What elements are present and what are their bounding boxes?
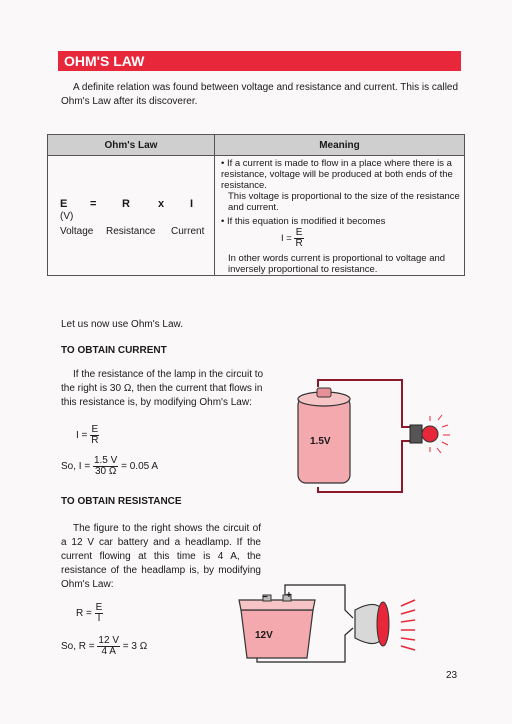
equation-equals: = [90, 198, 97, 210]
use-law-line: Let us now use Ohm's Law. [61, 319, 183, 330]
resistance-calculation [61, 636, 147, 657]
volt-unit: (V) [60, 211, 74, 222]
equation-e: E [60, 198, 68, 210]
battery-label-1-5v: 1.5V [310, 436, 331, 447]
table-header-ohms-law: Ohm's Law [48, 135, 215, 156]
headlamp-light-rays [401, 600, 415, 650]
formula-fraction [294, 228, 303, 249]
page-number: 23 [446, 670, 458, 681]
current-calc-fraction [93, 456, 118, 477]
meaning-line-2: This voltage is proportional to the size of the resistance and current. [228, 191, 460, 213]
resistance-formula-fraction [95, 603, 104, 624]
resistance-formula [76, 603, 103, 624]
current-calc-result: = 0.05 A [121, 461, 159, 473]
car-battery-lid [239, 600, 315, 610]
plus-terminal-label: + [286, 590, 292, 601]
current-formula [76, 425, 99, 446]
current-calculation [61, 456, 158, 477]
formula-denominator: R [295, 238, 303, 249]
resistance-formula-num: E [95, 602, 103, 613]
heading-obtain-current: TO OBTAIN CURRENT [61, 345, 167, 356]
resistance-calc-fraction [97, 636, 120, 657]
section-title-banner: OHM'S LAW [58, 51, 461, 71]
meaning-bullet-2: • If this equation is modified it becomes [221, 216, 386, 227]
formula-numerator: E [295, 227, 303, 238]
battery-terminal [317, 388, 331, 397]
heading-obtain-resistance: TO OBTAIN RESISTANCE [61, 496, 182, 507]
intro-text: A definite relation was found between voltage and resistance and current. This is called Ohm's Law after its discoverer. [61, 82, 459, 107]
resistance-calc-result: = 3 Ω [122, 641, 148, 653]
current-calc-lhs: So, I = [61, 461, 91, 473]
current-calc-den: 30 Ω [94, 466, 117, 477]
resistance-formula-lhs: R = [76, 608, 92, 620]
current-formula-fraction [90, 425, 99, 446]
current-paragraph: If the resistance of the lamp in the circuit to the right is 30 Ω, then the current that flows in this resistance is, by modifying Ohm's Law: [61, 369, 264, 408]
table-header-meaning: Meaning [215, 135, 465, 156]
name-voltage: Voltage [60, 226, 94, 237]
resistance-calc-lhs: So, R = [61, 641, 95, 653]
name-current: Current [171, 226, 205, 237]
equation-r: R [122, 198, 130, 210]
minus-terminal-label: − [262, 592, 268, 603]
battery-label-12v: 12V [255, 630, 273, 641]
formula-lhs: I = [281, 233, 292, 245]
meaning-formula [281, 228, 460, 249]
equation-i: I [190, 198, 194, 210]
resistance-paragraph: The figure to the right shows the circuit of a 12 V car battery and a headlamp. If the current flowing at this time is 4 A, the resistance of the headlamp is, by modifying Ohm's Law: [61, 523, 261, 590]
meaning-bullet-1: • If a current is made to flow in a place where there is a resistance, voltage will be produced at both ends of the resistance. [221, 158, 453, 191]
lamp-circuit-illustration [290, 375, 455, 495]
current-formula-num: E [91, 424, 99, 435]
lamp-socket [410, 425, 422, 443]
meaning-cell [215, 156, 465, 276]
headlamp-lens [377, 602, 389, 646]
resistance-formula-den: I [97, 613, 101, 624]
current-formula-den: R [91, 435, 99, 446]
car-battery [241, 610, 313, 658]
ohms-law-table [47, 134, 465, 276]
current-calc-num: 1.5 V [93, 455, 118, 466]
meaning-line-3: In other words current is proportional to voltage and inversely proportional to resistance. [228, 253, 446, 275]
name-resistance: Resistance [106, 226, 156, 237]
lamp-bulb [422, 426, 438, 442]
resistance-calc-num: 12 V [98, 635, 119, 646]
resistance-calc-den: 4 A [101, 646, 116, 657]
intro-paragraph [61, 81, 461, 109]
current-formula-lhs: I = [76, 430, 88, 442]
equation-times: x [158, 198, 165, 210]
equation-cell [48, 156, 215, 276]
